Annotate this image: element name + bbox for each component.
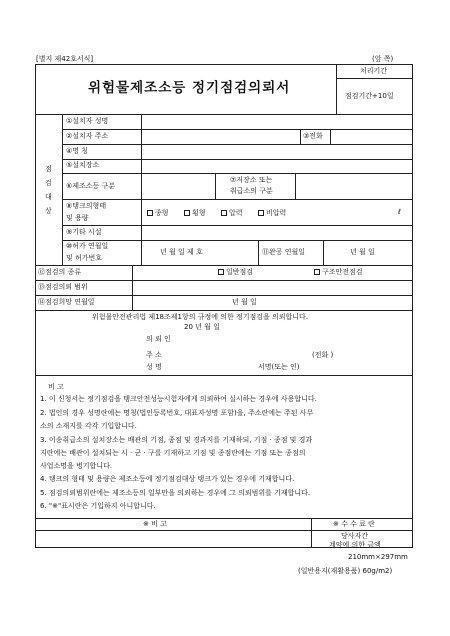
processing-label: 처리기간 xyxy=(360,67,388,75)
processing-value: 점검기간+10일 xyxy=(345,92,394,100)
completion-label: ⑪완공 연월일 xyxy=(262,248,306,256)
checkbox-icon xyxy=(258,210,264,216)
other-facility-label: ⑨기타 시설 xyxy=(66,228,102,236)
completion-value: 년 월 일 xyxy=(350,248,375,256)
option-structural[interactable]: 구조안전점검 xyxy=(314,269,363,276)
inspection-type-label: ⑫점검의 종류 xyxy=(38,268,82,276)
checkbox-icon xyxy=(147,210,153,216)
remark-3b: 지란에는 배관이 설치되는 시 · 군 · 구를 기재하고 기점 및 종점란에는 기점 또는 종점의 xyxy=(40,449,306,457)
phone-label: ③전화 xyxy=(303,132,323,140)
permit-label-2: 및 허가번호 xyxy=(66,254,103,262)
facility-type-label: ⑥제조소등 구분 xyxy=(66,182,116,190)
paper-size: 210mm×297mm xyxy=(348,553,408,561)
checkbox-icon xyxy=(221,210,227,216)
side-label-1: 점 xyxy=(45,165,52,173)
storage-type-label: ⑦저장소 또는 xyxy=(230,176,273,184)
fee-line-1: 당사자간 xyxy=(341,532,369,540)
option-general[interactable]: 일반점검 xyxy=(218,269,253,276)
tank-form-label-2: 및 용량 xyxy=(66,214,89,222)
side-label-4: 상 xyxy=(45,207,52,215)
footer-fee-header: ※ 수 수 료 란 xyxy=(333,520,375,528)
remark-6: 6. "※"표시란은 기입하지 아니합니다. xyxy=(40,502,156,510)
installer-address-label: ②설치자 주소 xyxy=(66,132,109,140)
remark-1: 1. 이 신청서는 정기점검을 탱크안전성능시험자에게 의뢰하여 실시하는 경우에 사용합니다. xyxy=(40,395,317,403)
form-title: 위험물제조소등 정기점검의뢰서 xyxy=(88,80,291,96)
page-side: (앞 쪽) xyxy=(372,55,394,63)
inspection-scope-label: ⑬점검의뢰 범위 xyxy=(38,283,88,291)
remark-5: 5. 점검의뢰범위란에는 제조소등의 일부만을 의뢰하는 경우에 그 의뢰범위를 기재합니다. xyxy=(40,489,311,497)
inspection-date-value: 년 월 일 xyxy=(232,298,257,306)
fee-line-2: 계약에 의한 금액 xyxy=(329,541,381,549)
permit-value: 년 월 일 제 호 xyxy=(160,248,203,256)
side-label-2: 검 xyxy=(45,179,52,187)
requester-label: 의 뢰 인 xyxy=(146,335,171,343)
remark-4: 4. 탱크의 형태 및 용량은 제조소등에 정기점검대상 탱크가 있는 경우에 기재합니다. xyxy=(40,475,295,483)
tank-unit: ℓ xyxy=(398,208,401,216)
form-number: [별지 제42호서식] xyxy=(36,55,94,63)
paper-type: (일반용지(재활용품) 60g/m2) xyxy=(298,567,393,575)
request-date: 20 년 월 일 xyxy=(184,323,220,331)
location-label: ⑤설치장소 xyxy=(66,161,100,169)
request-phone: (전화 ) xyxy=(312,351,334,359)
side-label-3: 대 xyxy=(45,193,52,201)
remark-2b: 소의 소재지를 각각 기입합니다. xyxy=(40,422,137,430)
storage-type-label-2: 취급소의 구분 xyxy=(230,187,273,195)
tank-option-2[interactable]: 횡형 xyxy=(184,210,206,217)
checkbox-icon xyxy=(314,269,320,275)
sign-label: 서명(또는 인) xyxy=(258,363,300,371)
remark-2: 2. 법인의 경우 성명란에는 명칭(법인등록번호, 대표자성명 포함)을, 주소란에는 주된 사무 xyxy=(40,409,314,417)
address-label: 주 소 xyxy=(146,351,162,359)
request-statement: 위험물안전관리법 제18조제1항의 규정에 의한 정기점검을 의뢰합니다. xyxy=(92,313,309,321)
tank-option-1[interactable]: 종형 xyxy=(147,210,169,217)
signer-name-label: 성 명 xyxy=(146,363,162,371)
permit-label: ⑩허가 연월일 xyxy=(66,242,109,250)
tank-option-4[interactable]: 비압력 xyxy=(258,210,286,217)
footer-remark-header: ※ 비 고 xyxy=(143,520,167,528)
name-label: ④명 칭 xyxy=(66,147,89,155)
installer-name-label: ①설치자 성명 xyxy=(66,117,109,125)
remarks-heading: 비 고 xyxy=(48,383,64,391)
tank-form-label: ⑧탱크의형태 xyxy=(66,202,107,210)
checkbox-icon xyxy=(218,269,224,275)
remark-3c: 사업소명을 병기합니다. xyxy=(40,462,113,470)
checkbox-icon xyxy=(184,210,190,216)
tank-option-3[interactable]: 압력 xyxy=(221,210,243,217)
inspection-date-label: ⑭점검희망 연월일 xyxy=(38,298,95,306)
remark-3: 3. 이송취급소의 설치장소는 배관의 기점, 종점 및 경과지를 기재하되, 기점 · 종점 및 경과 xyxy=(40,436,313,444)
